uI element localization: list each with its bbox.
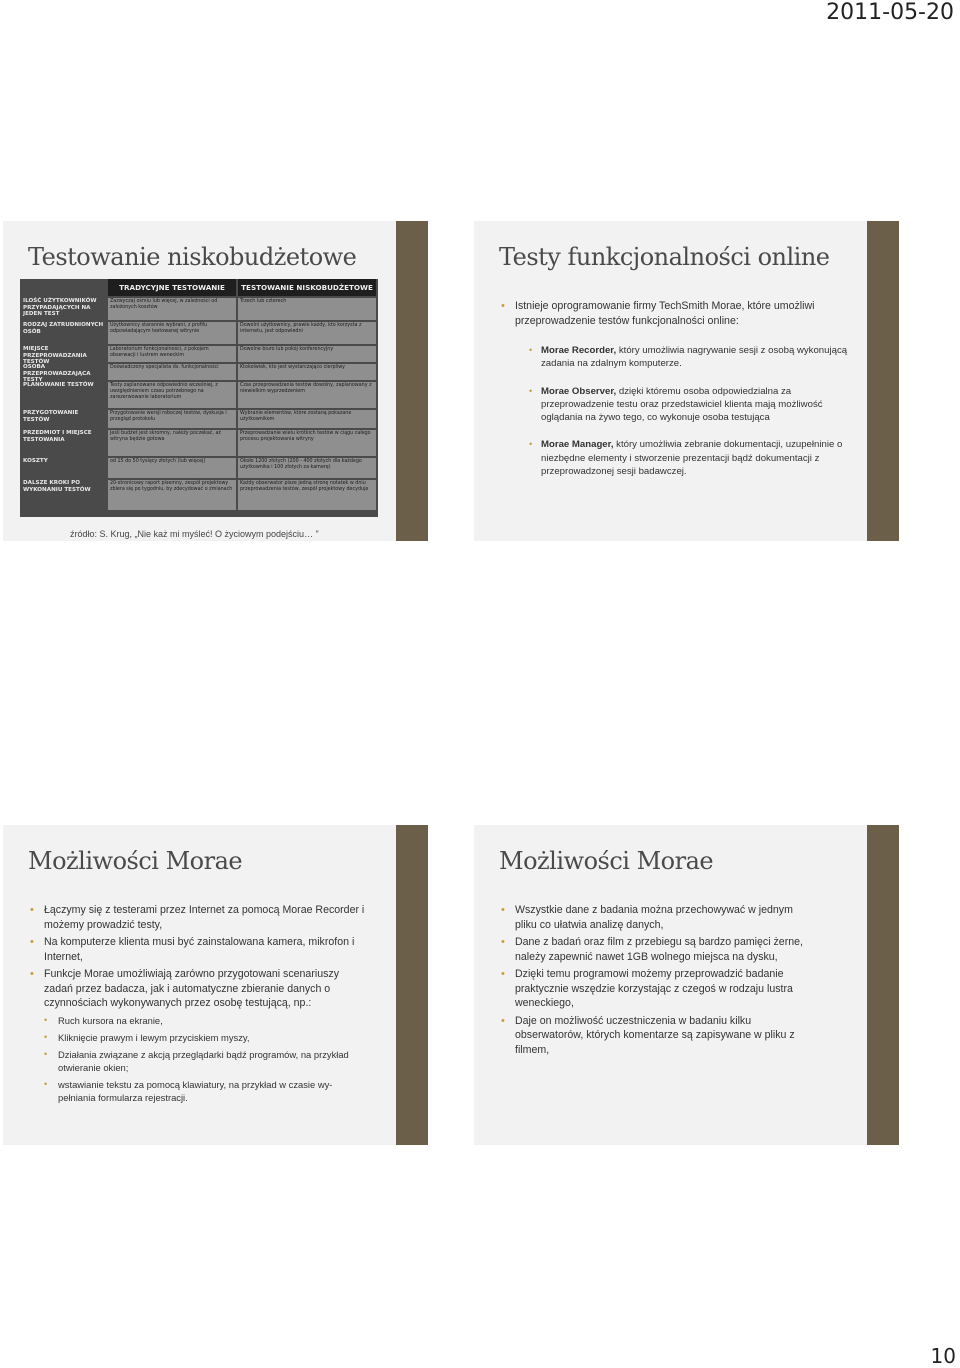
table-cell-traditional: Testy zaplanowane odpowiednio wcześniej, z uwzględnieniem czasu potrzebnego na zarezerwowanie laboratorium [108,382,236,408]
slide-mozliwosci-morae-2 [471,825,899,1145]
slide-title: Testowanie niskobudżetowe [28,243,357,271]
list-item: • Dzięki temu programowi możemy przeprowadzić badanie praktycznie wszędzie korzystając z czegoś w rodzaju lustra weneckiego, [499,967,807,1011]
list-item: • Łączymy się z testerami przez Internet za pomocą Morae Recorder i możemy prowadzić testy, [28,903,366,932]
list-item: • Morae Observer, dzięki któremu osoba odpowiedzialna za przeprowadzenie testu oraz przedstawiciel klienta mają możliwość oglądania na żywo tego, co wykonuje osoba testująca [499,385,849,425]
page-number: 10 [930,1344,956,1368]
table-cell-lowbudget: Każdy obserwator pisze jedną stronę notatek w dniu przeprowadzenia testów, zespół projektowy decyduje [238,480,376,510]
bullet-list [499,903,807,1060]
slide-testowanie-niskobudzetowe [0,221,428,541]
bullet-list [28,903,366,1108]
source-caption: źródło: S. Krug, „Nie każ mi myśleć! O życiowym podejściu… ” [70,529,319,539]
table-cell-lowbudget: Wybranie elementów, które zostaną pokazane użytkownikom [238,410,376,428]
table-row-label: RODZAJ ZATRUDNIONYCH OSÓB [23,322,104,335]
table-cell-lowbudget: Dowolne biuro lub pokój konferencyjny [238,346,376,362]
list-item: • Działania związane z akcją przeglądarki bądź programów, na przykład otwieranie okien; [28,1048,366,1074]
table-cell-lowbudget: Czas przeprowadzania testów dowolny, zaplanowany z niewielkim wyprzedzeniem [238,382,376,408]
list-item: • Daje on możliwość uczestniczenia w badaniu kilku obserwatorów, których komentarze są zapisywane w pliku z filmem, [499,1014,807,1058]
slide-title: Możliwości Morae [28,847,243,875]
slide-title: Testy funkcjonalności online [499,243,830,271]
slide-testy-funkcjonalnosci-online [471,221,899,541]
table-header-lowbudget: TESTOWANIE NISKOBUDŻETOWE [238,279,376,296]
table-header-traditional: TRADYCYJNE TESTOWANIE [108,279,236,296]
bullet-list [499,299,849,492]
table-cell-traditional: Laboratorium funkcjonalności, z pokojem obserwacji i lustrem weneckim [108,346,236,362]
table-cell-traditional: 20-stronicowy raport pisemny, zespół projektowy zbiera się po tygodniu, by zdecydować o zmianach [108,480,236,510]
table-cell-traditional: Zazwyczaj ośmiu lub więcej, w zależności od założonych kosztów [108,298,236,320]
list-item: • Funkcje Morae umożliwiają zarówno przygotowani scenariuszy zadań przez badacza, jak i automatyczne zbieranie danych o czynnościach wykonywanych przez osobę testującą, np.: [28,967,366,1011]
list-item: • Wszystkie dane z badania można przechowywać w jednym pliku co ułatwia analizę danych, [499,903,807,932]
table-row-label: PRZEDMIOT I MIEJSCE TESTOWANIA [23,430,92,443]
table-cell-lowbudget: Dowolni użytkownicy, prawie każdy, kto korzysta z internetu, jest odpowiedni [238,322,376,344]
table-cell-lowbudget: Około 1200 złotych (200 - 400 złotych dla każdego użytkownika i 100 złotych za kamerę) [238,458,376,478]
table-row-label: ILOŚĆ UŻYTKOWNIKÓW PRZYPADAJĄCYCH NA JEDEN TEST [23,298,97,317]
list-item: • Istnieje oprogramowanie firmy TechSmith Morae, które umożliwi przeprowadzenie testów funkcjonalności online: [499,299,849,328]
table-cell-lowbudget: Przeprowadzanie wielu krótkich testów w ciągu całego procesu projektowania witryny [238,430,376,456]
table-cell-traditional: Jeśli budżet jest skromny, należy poczekać, aż witryna będzie gotowa [108,430,236,456]
slide-title: Możliwości Morae [499,847,714,875]
comparison-table-image [20,279,378,517]
table-cell-lowbudget: Ktokolwiek, kto jest wystarczająco cierpliwy [238,364,376,380]
table-row-label: DALSZE KROKI PO WYKONANIU TESTÓW [23,480,91,493]
slide-mozliwosci-morae-1 [0,825,428,1145]
list-item: • Dane z badań oraz film z przebiegu są bardzo pamięci żerne, należy zapewnić nawet 1GB wolnego miejsca na dysku, [499,935,807,964]
table-row-label: PLANOWANIE TESTÓW [23,382,94,388]
table-row-label: OSOBA PRZEPROWADZAJĄCA TESTY [23,364,91,383]
list-item: • wstawianie tekstu za pomocą klawiatury, na przykład w czasie wy-pełniania formularza rejestracji. [28,1078,366,1104]
list-item: • Ruch kursora na ekranie, [28,1014,366,1027]
table-row-label: KOSZTY [23,458,48,464]
table-cell-traditional: od 15 do 50 tysięcy złotych (lub więcej) [108,458,236,478]
table-cell-traditional: Doświadczony specjalista ds. funkcjonalności [108,364,236,380]
list-item: • Kliknięcie prawym i lewym przyciskiem myszy, [28,1031,366,1044]
table-row-label: PRZYGOTOWANIE TESTÓW [23,410,79,423]
table-cell-traditional: Przygotowanie wersji roboczej testów, dyskusja i przegląd protokołu [108,410,236,428]
table-row-label: MIEJSCE PRZEPROWADZANIA TESTÓW [23,346,87,365]
page-date: 2011-05-20 [826,0,954,25]
table-cell-lowbudget: Trzech lub czterech [238,298,376,320]
list-item: • Morae Manager, który umożliwia zebranie dokumentacji, uzupełninie o niezbędne elementy i stworzenie prezentacji bądź dokumentacji z przeprowadzonej sesji badawczej. [499,438,849,478]
list-item: • Na komputerze klienta musi być zainstalowana kamera, mikrofon i Internet, [28,935,366,964]
list-item: • Morae Recorder, który umożliwia nagrywanie sesji z osobą wykonującą zadania na zdalnym komputerze. [499,344,849,371]
table-cell-traditional: Użytkownicy starannie wybrani, z profilu odpowiadającym testowanej witrynie [108,322,236,344]
